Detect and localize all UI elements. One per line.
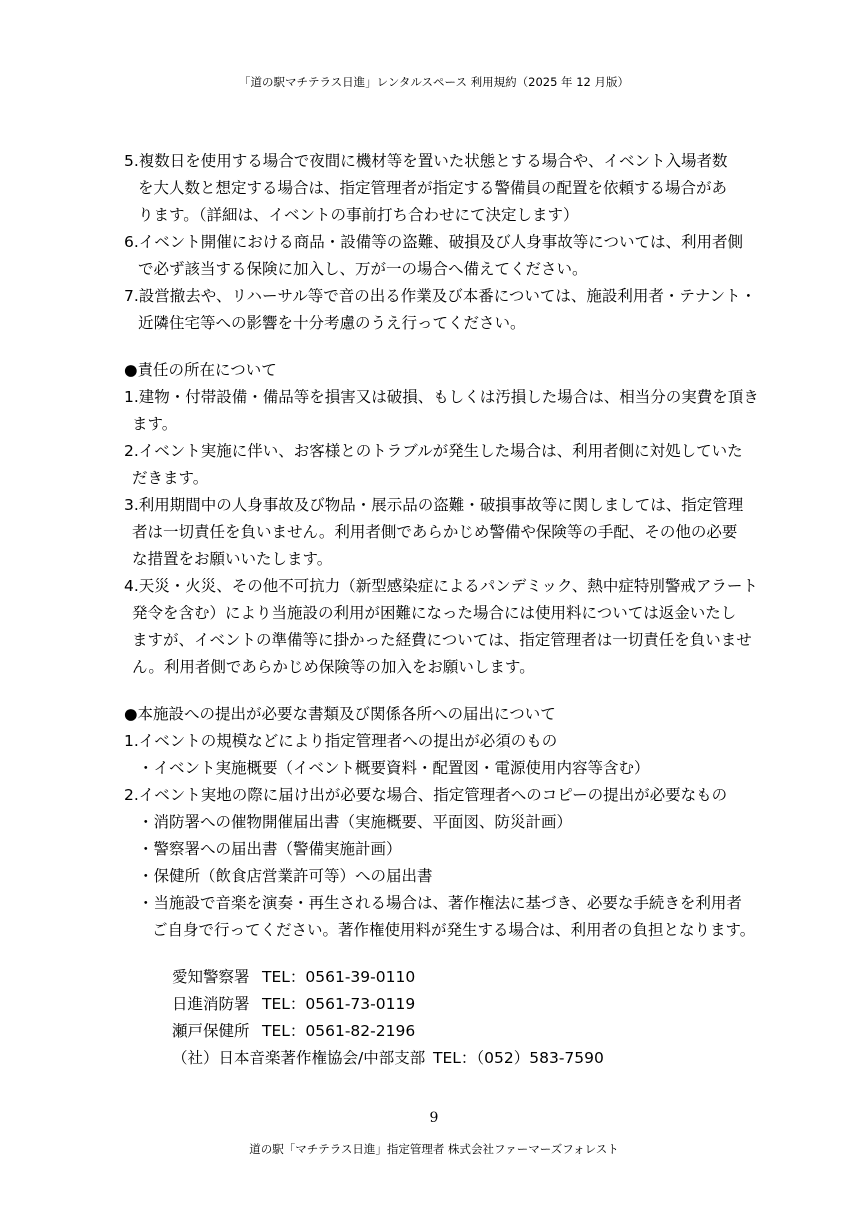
responsibility-1-line-1: 1.建物・付帯設備・備品等を損害又は破損、もしくは汚損した場合は、相当分の実費を頂き (124, 388, 759, 406)
contact-jasrac-name: （社）日本音楽著作権協会/中部支部 (172, 1049, 426, 1067)
submission-2-sub-police: ・警察署への届出書（警備実施計画） (138, 840, 402, 858)
rule-5-line-1: 5.複数日を使用する場合で夜間に機材等を置いた状態とする場合や、イベント入場者数 (124, 152, 728, 170)
section-heading-responsibility: ●責任の所在について (124, 361, 277, 379)
responsibility-3-line-1: 3.利用期間中の人身事故及び物品・展示品の盗難・破損事故等に関しましては、指定管理 (124, 496, 744, 514)
contact-jasrac-tel: TEL：（052）583-7590 (433, 1049, 604, 1067)
running-header: 「道の駅マチテラス日進」レンタルスペース 利用規約（2025 年 12 月版） (238, 75, 629, 89)
responsibility-3-line-3: な措置をお願いいたします。 (132, 550, 333, 568)
page-number: 9 (429, 1110, 439, 1126)
submission-2-sub-health: ・保健所（飲食店営業許可等）への届出書 (138, 867, 433, 885)
submission-2: 2.イベント実地の際に届け出が必要な場合、指定管理者へのコピーの提出が必要なもの (124, 786, 728, 804)
submission-2-sub-fire: ・消防署への催物開催届出書（実施概要、平面図、防災計画） (138, 813, 573, 831)
submission-2-sub-music-2: ご自身で行ってください。著作権使用料が発生する場合は、利用者の負担となります。 (152, 921, 756, 939)
contact-fire-tel: TEL：0561-73-0119 (262, 995, 416, 1013)
submission-1-sub: ・イベント実施概要（イベント概要資料・配置図・電源使用内容等含む） (138, 759, 650, 777)
contact-police-tel: TEL：0561-39-0110 (262, 968, 416, 986)
responsibility-4-line-2: 発令を含む）により当施設の利用が困難になった場合には使用料については返金いたし (132, 604, 737, 622)
section-heading-submissions: ●本施設への提出が必要な書類及び関係各所への届出について (124, 705, 556, 723)
submission-1: 1.イベントの規模などにより指定管理者への提出が必須のもの (124, 732, 558, 750)
responsibility-1-line-2: ます。 (132, 415, 178, 433)
rule-7-line-2: 近隣住宅等への影響を十分考慮のうえ行ってください。 (138, 314, 526, 332)
rule-5-line-3: ります。（詳細は、イベントの事前打ち合わせにて決定します） (138, 206, 579, 224)
contact-fire-name: 日進消防署 (172, 995, 250, 1013)
responsibility-2-line-1: 2.イベント実施に伴い、お客様とのトラブルが発生した場合は、利用者側に対処していた (124, 442, 743, 460)
responsibility-4-line-3: ますが、イベントの準備等に掛かった経費については、指定管理者は一切責任を負いませ (132, 631, 752, 649)
rule-6-line-1: 6.イベント開催における商品・設備等の盗難、破損及び人身事故等については、利用者側 (124, 233, 743, 251)
responsibility-4-line-1: 4.天災・火災、その他不可抗力（新型感染症によるパンデミック、熱中症特別警戒アラート (124, 577, 758, 595)
contact-police-name: 愛知警察署 (172, 968, 250, 986)
running-footer: 道の駅「マチテラス日進」指定管理者 株式会社ファーマーズフォレスト (249, 1142, 619, 1156)
rule-6-line-2: で必ず該当する保険に加入し、万が一の場合へ備えてください。 (138, 260, 588, 278)
contact-health-tel: TEL：0561-82-2196 (262, 1022, 416, 1040)
submission-2-sub-music-1: ・当施設で音楽を演奏・再生される場合は、著作権法に基づき、必要な手続きを利用者 (138, 894, 742, 912)
responsibility-3-line-2: 者は一切責任を負いません。利用者側であらかじめ警備や保険等の手配、その他の必要 (132, 523, 738, 541)
rule-7-line-1: 7.設営撤去や、リハーサル等で音の出る作業及び本番については、施設利用者・テナント・ (124, 287, 757, 305)
contact-health-name: 瀬戸保健所 (172, 1022, 250, 1040)
rule-5-line-2: を大人数と想定する場合は、指定管理者が指定する警備員の配置を依頼する場合があ (138, 179, 728, 197)
responsibility-4-line-4: ん。利用者側であらかじめ保険等の加入をお願いします。 (132, 658, 535, 676)
responsibility-2-line-2: だきます。 (132, 469, 209, 487)
